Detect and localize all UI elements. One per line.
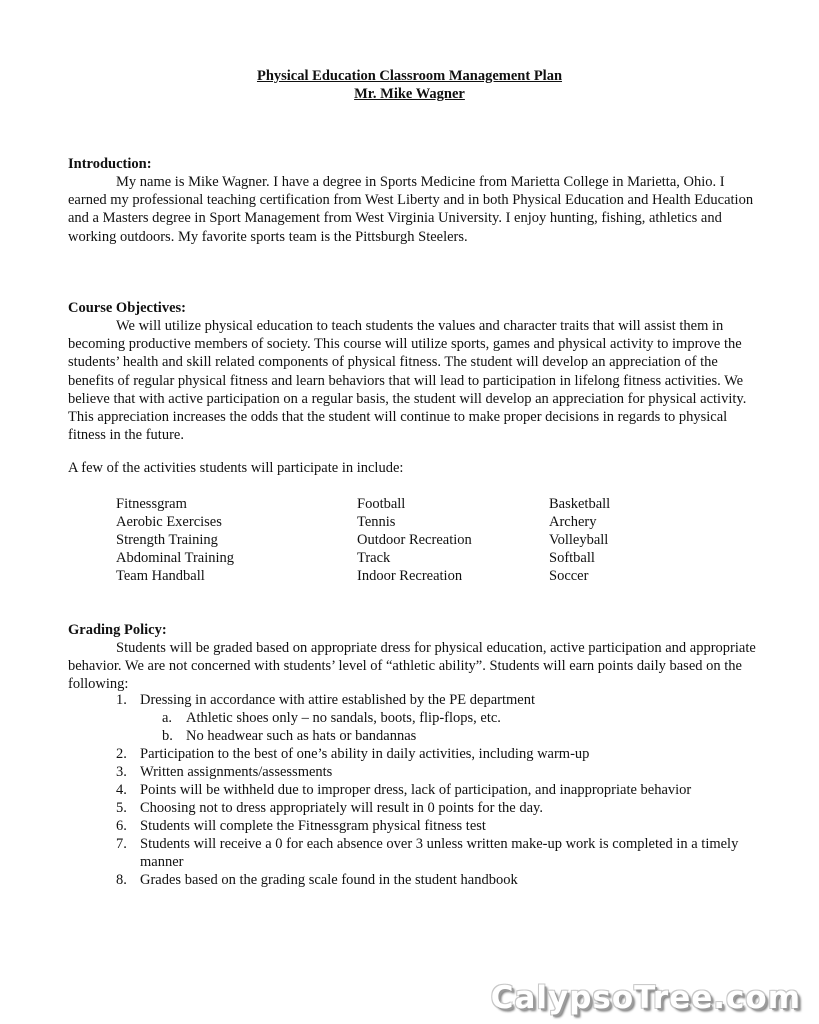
list-item [116,763,766,781]
activities-column-2 [357,495,472,585]
list-number: 7. [116,836,127,852]
list-number: 3. [116,764,127,780]
sub-list-letter: a. [162,710,173,726]
grading-policy-heading: Grading Policy: [68,622,167,638]
introduction-heading: Introduction: [68,156,152,172]
list-item [116,817,766,835]
activity-item: Archery [549,514,597,530]
activity-item: Basketball [549,496,611,512]
activity-item: Volleyball [549,532,609,548]
sub-list [140,709,766,745]
list-item-text: Written assignments/assessments [140,764,333,780]
activity-item: Indoor Recreation [357,568,463,584]
sub-list-item [162,727,766,745]
watermark-logo: CalypsoTree.com [490,980,801,1016]
grading-policy-paragraph: Students will be graded based on appropriate dress for physical education, active participation and appropriate behavior. We are not concerned with students’ level of “athletic ability”. Students will earn points daily based on the following: [68,640,756,693]
activity-item: Tennis [357,514,396,530]
activity-item: Abdominal Training [116,550,235,566]
document-title: Physical Education Classroom Management Plan [256,68,563,84]
list-item-text: Points will be withheld due to improper dress, lack of participation, and inappropriate behavior [140,782,692,798]
list-number: 2. [116,746,127,762]
list-item-text: Grades based on the grading scale found in the student handbook [140,872,518,888]
activity-item: Fitnessgram [116,496,187,512]
sub-list-item-text: Athletic shoes only – no sandals, boots, flip-flops, etc. [186,710,501,726]
course-objectives-paragraph: We will utilize physical education to teach students the values and character traits that will assist them in becoming productive members of society. This course will utilize sports, games and physical activity to improve the students’ health and skill related components of physical fitness. The student will develop an appreciation of the benefits of regular physical fitness and learn behaviors that will lead to participation in lifelong fitness activities. We believe that with active participation on a regular basis, the student will develop an appreciation for physical activity. This appreciation increases the odds that the student will continue to make proper decisions in regards to physical fitness in the future. [68,318,747,444]
list-item [116,745,766,763]
list-item-text: Dressing in accordance with attire established by the PE department [140,692,535,708]
activity-item: Softball [549,550,595,566]
list-item [116,781,766,799]
list-item-text: Students will complete the Fitnessgram physical fitness test [140,818,486,834]
activities-intro: A few of the activities students will participate in include: [68,460,404,476]
list-item [116,835,766,871]
activity-item: Outdoor Recreation [357,532,472,548]
grading-criteria-list [116,691,766,889]
introduction-paragraph: My name is Mike Wagner. I have a degree in Sports Medicine from Marietta College in Marietta, Ohio. I earned my professional teaching certification from West Liberty and in both Physical Education and Health Education and a Masters degree in Sport Management from West Virginia University. I enjoy hunting, fishing, athletics and working outdoors. My favorite sports team is the Pittsburgh Steelers. [68,174,754,245]
list-item-text: Students will receive a 0 for each absence over 3 unless written make-up work is completed in a timely manner [140,836,739,870]
course-objectives-heading: Course Objectives: [68,300,186,316]
list-item [116,871,766,889]
sub-list-item [162,709,766,727]
activities-column-1 [116,495,234,585]
activity-item: Team Handball [116,568,205,584]
activity-item: Football [357,496,406,512]
sub-list-item-text: No headwear such as hats or bandannas [186,728,417,744]
activity-item: Strength Training [116,532,218,548]
activity-item: Track [357,550,391,566]
list-number: 1. [116,692,127,708]
list-number: 4. [116,782,127,798]
list-number: 5. [116,800,127,816]
activities-column-3 [549,495,610,585]
list-item-text: Choosing not to dress appropriately will result in 0 points for the day. [140,800,543,816]
list-item [116,691,766,745]
list-number: 8. [116,872,127,888]
list-number: 6. [116,818,127,834]
activity-item: Soccer [549,568,589,584]
document-author: Mr. Mike Wagner [354,86,465,102]
activity-item: Aerobic Exercises [116,514,222,530]
sub-list-letter: b. [162,728,173,744]
list-item-text: Participation to the best of one’s ability in daily activities, including warm-up [140,746,590,762]
list-item [116,799,766,817]
